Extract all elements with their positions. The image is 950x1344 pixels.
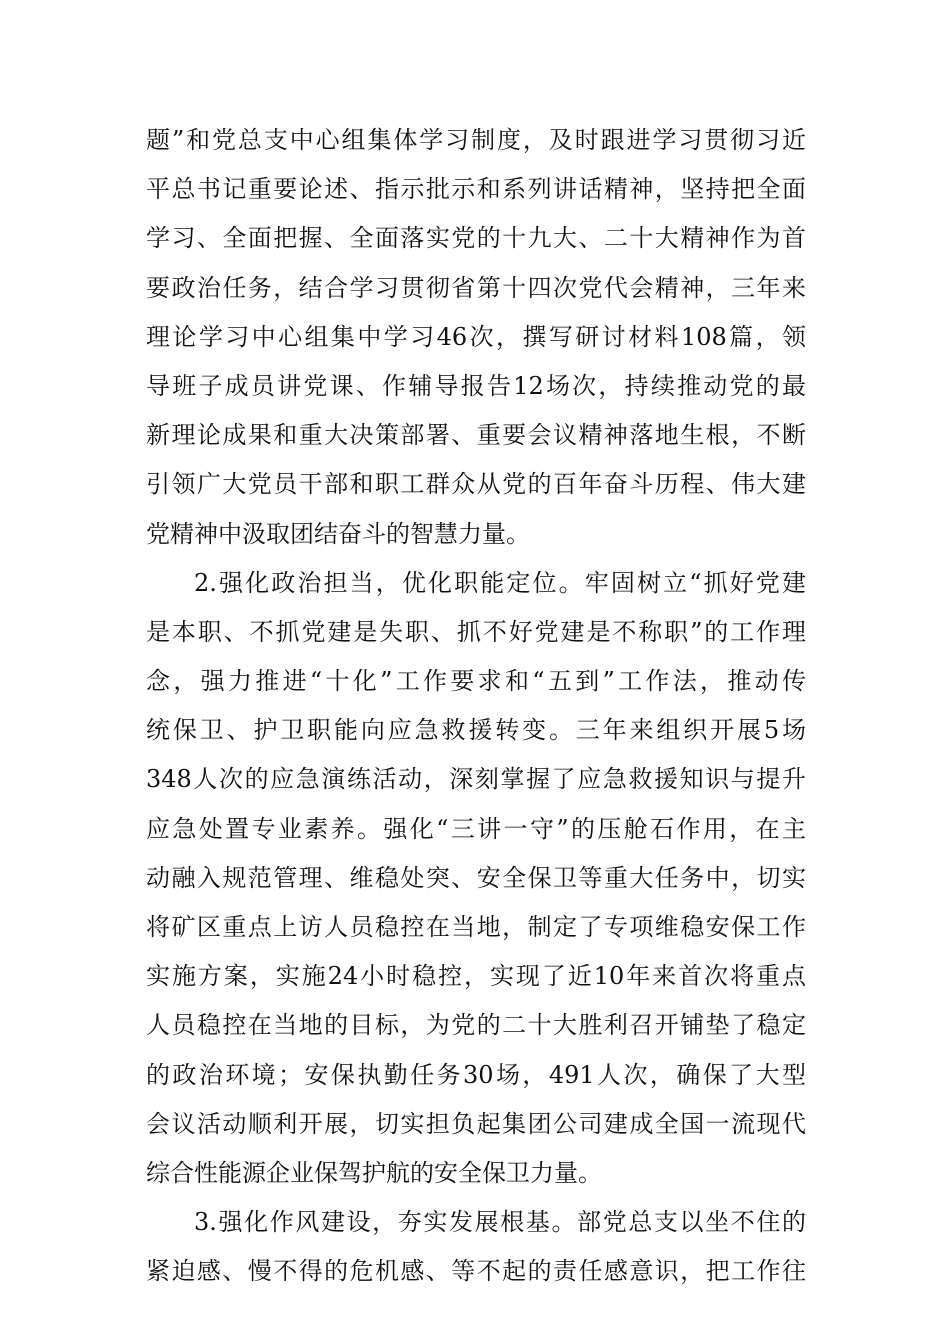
paragraph-1: [146, 116, 806, 559]
text-line: 人员稳控在当地的目标，为党的二十大胜利召开铺垫了稳定: [146, 1011, 806, 1040]
text-line: 348人次的应急演练活动，深刻掌握了应急救援知识与提升: [146, 765, 806, 794]
text-line: 学习、全面把握、全面落实党的十九大、二十大精神作为首: [146, 224, 806, 253]
text-line: 综合性能源企业保驾护航的安全保卫力量。: [146, 1158, 602, 1187]
text-line: 紧迫感、慢不得的危机感、等不起的责任感意识，把工作往: [146, 1257, 806, 1286]
text-line: 引领广大党员干部和职工群众从党的百年奋斗历程、伟大建: [146, 470, 806, 499]
text-line: 统保卫、护卫职能向应急救援转变。三年来组织开展5场: [146, 716, 806, 745]
text-line: 是本职、不抓党建是失职、抓不好党建是不称职”的工作理: [146, 617, 806, 646]
text-line: 要政治任务，结合学习贯彻省第十四次党代会精神，三年来: [146, 273, 806, 302]
text-line: 导班子成员讲党课、作辅导报告12场次，持续推动党的最: [146, 371, 806, 400]
document-body: [146, 116, 806, 1297]
text-line: 3.强化作风建设，夯实发展根基。部党总支以坐不住的: [194, 1208, 806, 1237]
text-line: 题”和党总支中心组集体学习制度，及时跟进学习贯彻习近: [146, 126, 806, 154]
text-line: 党精神中汲取团结奋斗的智慧力量。: [146, 519, 530, 548]
text-line: 实施方案，实施24小时稳控，实现了近10年来首次将重点: [146, 962, 806, 991]
text-line: 应急处置专业素养。强化“三讲一守”的压舱石作用，在主: [146, 814, 806, 843]
text-line: 念，强力推进“十化”工作要求和“五到”工作法，推动传: [146, 667, 806, 696]
text-line: 2.强化政治担当，优化职能定位。牢固树立“抓好党建: [194, 568, 806, 597]
text-line: 会议活动顺利开展，切实担负起集团公司建成全国一流现代: [146, 1109, 806, 1138]
text-line: 新理论成果和重大决策部署、重要会议精神落地生根，不断: [146, 421, 806, 450]
text-line: 平总书记重要论述、指示批示和系列讲话精神，坚持把全面: [146, 175, 806, 204]
paragraph-2: [146, 559, 806, 1198]
text-line: 动融入规范管理、维稳处突、安全保卫等重大任务中，切实: [146, 863, 806, 892]
text-line: 的政治环境；安保执勤任务30场，491人次，确保了大型: [146, 1060, 806, 1089]
text-line: 理论学习中心组集中学习46次，撰写研讨材料108篇，领: [146, 322, 806, 351]
paragraph-3: [146, 1198, 806, 1296]
text-line: 将矿区重点上访人员稳控在当地，制定了专项维稳安保工作: [146, 913, 806, 941]
